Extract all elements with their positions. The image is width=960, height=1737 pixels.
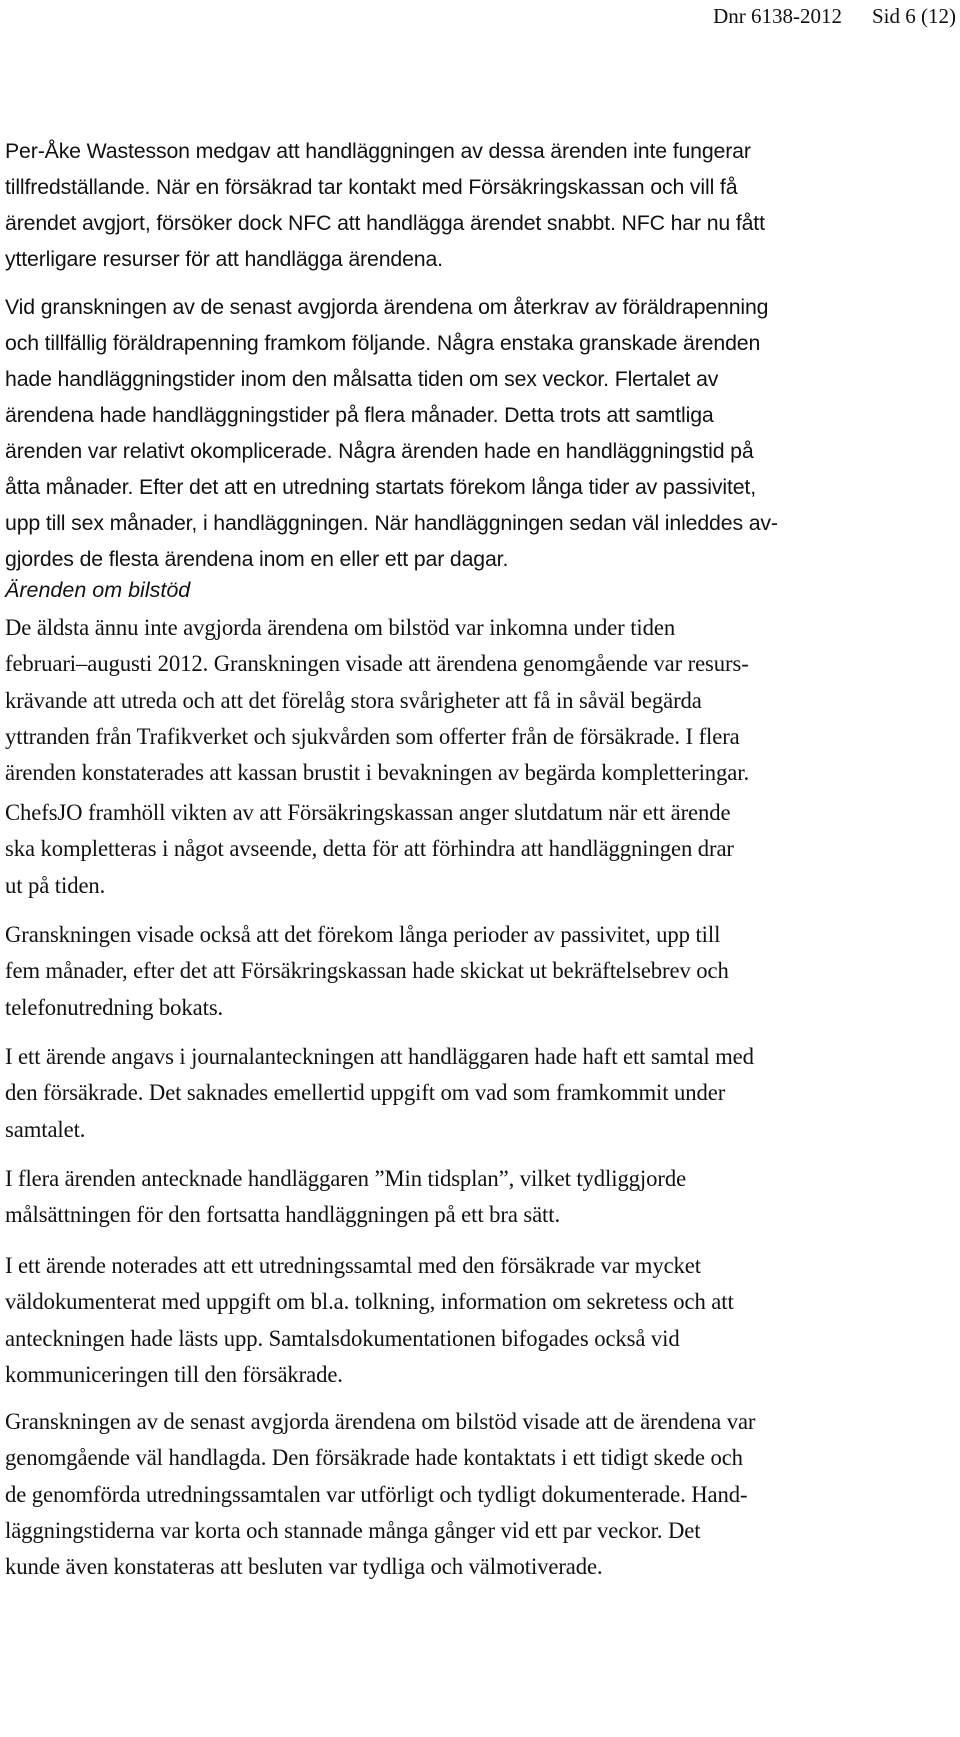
text-line: ärenden var relativt okomplicerade. Några ärenden hade en handläggningstid på	[5, 439, 754, 463]
section-heading	[5, 572, 190, 608]
text-line: telefonutredning bokats.	[5, 994, 224, 1020]
paragraph	[5, 1161, 955, 1234]
text-line: ytterligare resurser för att handlägga ärendena.	[5, 247, 443, 271]
text-line: upp till sex månader, i handläggningen. När handläggningen sedan väl inleddes av-	[5, 511, 778, 535]
text-line: fem månader, efter det att Försäkringskassan hade skickat ut bekräftelsebrev och	[5, 958, 729, 984]
section-heading-text: Ärenden om bilstöd	[5, 578, 191, 602]
text-line: och tillfällig föräldrapenning framkom följande. Några enstaka granskade ärenden	[5, 331, 761, 355]
text-line: De äldsta ännu inte avgjorda ärendena om bilstöd var inkomna under tiden	[5, 615, 676, 640]
text-line: tillfredställande. När en försäkrad tar kontakt med Försäkringskassan och vill få	[5, 175, 738, 199]
page-number: Sid 6 (12)	[872, 4, 956, 28]
text-line: februari–augusti 2012. Granskningen visade att ärendena genomgående var resurs-	[5, 651, 749, 677]
text-line: I flera ärenden antecknade handläggaren ”Min tidsplan”, vilket tydliggjorde	[5, 1166, 687, 1191]
paragraph	[5, 289, 955, 577]
text-line: väldokumenterat med uppgift om bl.a. tolkning, information om sekretess och att	[5, 1289, 734, 1315]
text-line: Granskningen av de senast avgjorda ärendena om bilstöd visade att de ärendena var	[5, 1409, 756, 1434]
text-line: kommuniceringen till den försäkrade.	[5, 1361, 343, 1387]
text-line: kunde även konstateras att besluten var tydliga och välmotiverade.	[5, 1554, 603, 1580]
text-line: samtalet.	[5, 1116, 86, 1142]
paragraph	[5, 917, 955, 1026]
text-line: ärenden konstaterades att kassan brustit i bevakningen av begärda kompletteringar.	[5, 760, 750, 786]
text-line: krävande att utreda och att det förelåg stora svårigheter att få in såväl begärda	[5, 687, 702, 713]
text-line: de genomförda utredningssamtalen var utförligt och tydligt dokumenterade. Hand-	[5, 1481, 748, 1507]
paragraph	[5, 1248, 955, 1393]
paragraph	[5, 1039, 955, 1148]
text-line: gjordes de flesta ärendena inom en eller ett par dagar.	[5, 547, 509, 571]
text-line: hade handläggningstider inom den målsatta tiden om sex veckor. Flertalet av	[5, 367, 719, 391]
paragraph	[5, 795, 955, 904]
text-line: I ett ärende noterades att ett utredningssamtal med den försäkrade var mycket	[5, 1253, 701, 1278]
text-line: genomgående väl handlagda. Den försäkrade hade kontaktats i ett tidigt skede och	[5, 1445, 743, 1471]
text-line: Per-Åke Wastesson medgav att handläggningen av dessa ärenden inte fungerar	[5, 139, 751, 163]
text-line: åtta månader. Efter det att en utredning startats förekom långa tider av passivitet,	[5, 475, 756, 499]
text-line: anteckningen hade lästs upp. Samtalsdokumentationen bifogades också vid	[5, 1325, 680, 1351]
text-line: Vid granskningen av de senast avgjorda ärendena om återkrav av föräldrapenning	[5, 295, 769, 319]
paragraph	[5, 610, 955, 791]
paragraph	[5, 133, 955, 277]
text-line: I ett ärende angavs i journalanteckningen att handläggaren hade haft ett samtal med	[5, 1044, 754, 1069]
text-line: Granskningen visade också att det förekom långa perioder av passivitet, upp till	[5, 922, 721, 947]
paragraph	[5, 1404, 955, 1585]
text-line: den försäkrade. Det saknades emellertid uppgift om vad som framkommit under	[5, 1080, 726, 1106]
text-line: yttranden från Trafikverket och sjukvården som offerter från de försäkrade. I flera	[5, 723, 740, 749]
case-number: Dnr 6138-2012	[713, 4, 842, 28]
text-line: ärendena hade handläggningstider på flera månader. Detta trots att samtliga	[5, 403, 714, 427]
page-header	[713, 2, 956, 30]
text-line: ska kompletteras i något avseende, detta för att förhindra att handläggningen drar	[5, 836, 734, 862]
text-line: ärendet avgjort, försöker dock NFC att handlägga ärendet snabbt. NFC har nu fått	[5, 211, 765, 235]
text-line: målsättningen för den fortsatta handläggningen på ett bra sätt.	[5, 1202, 561, 1228]
text-line: ut på tiden.	[5, 872, 106, 898]
text-line: ChefsJO framhöll vikten av att Försäkringskassan anger slutdatum när ett ärende	[5, 800, 731, 825]
text-line: läggningstiderna var korta och stannade många gånger vid ett par veckor. Det	[5, 1517, 701, 1543]
